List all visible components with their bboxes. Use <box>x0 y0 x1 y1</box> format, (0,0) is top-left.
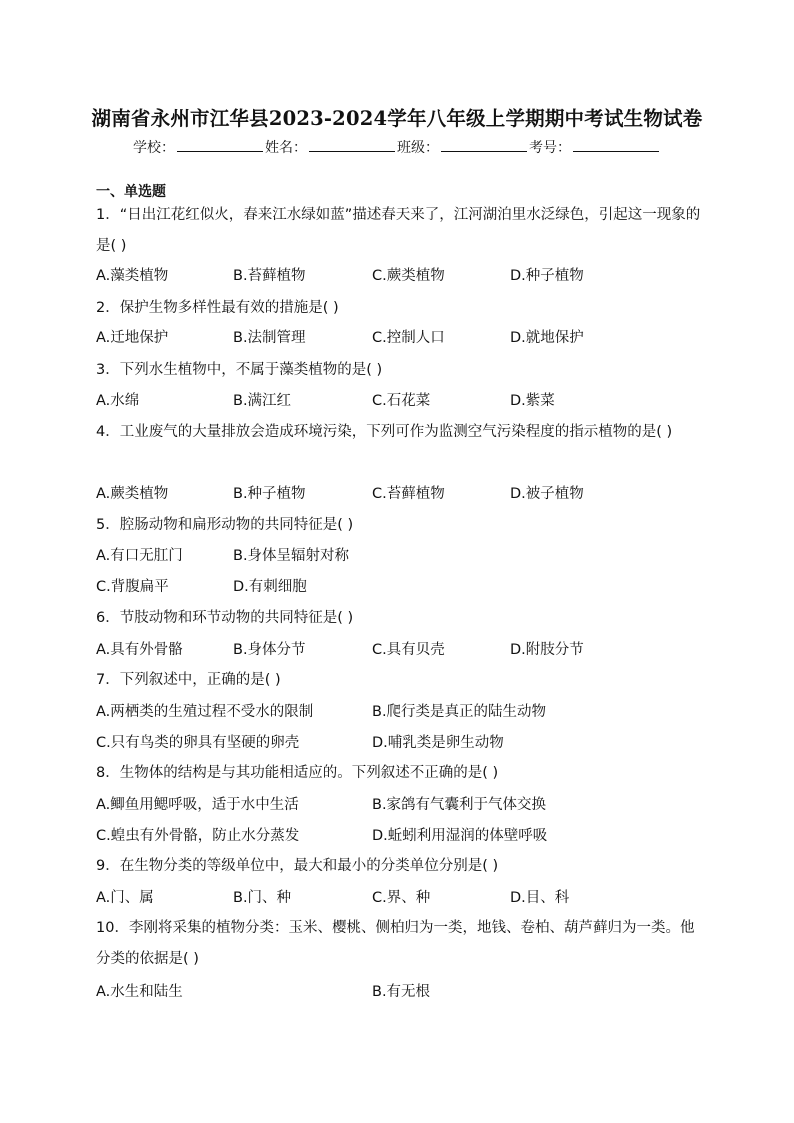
student-info-line <box>0 137 794 157</box>
q1-option-d: D.种子植物 <box>510 268 584 284</box>
q7-option-a: A.两栖类的生殖过程不受水的限制 <box>96 704 314 720</box>
q2-option-c: C.控制人口 <box>372 330 445 346</box>
exam-no-blank <box>573 137 659 152</box>
q9-option-b: B.门、种 <box>233 890 292 906</box>
q4-option-c: C.苔藓植物 <box>372 486 445 502</box>
q8-option-d: D.蚯蚓利用湿润的体壁呼吸 <box>372 828 548 844</box>
q1-option-b: B.苔藓植物 <box>233 268 306 284</box>
q4-option-d: D.被子植物 <box>510 486 584 502</box>
q6-option-b: B.身体分节 <box>233 642 306 658</box>
q7-option-d: D.哺乳类是卵生动物 <box>372 735 504 751</box>
page-title: 湖南省永州市江华县2023-2024学年八年级上学期期中考试生物试卷 <box>91 107 703 130</box>
q5-option-b: B.身体呈辐射对称 <box>233 548 350 564</box>
q3-option-a: A.水绵 <box>96 393 140 409</box>
q3-option-d: D.紫菜 <box>510 393 555 409</box>
q2-option-a: A.迁地保护 <box>96 330 169 346</box>
q5-option-c: C.背腹扁平 <box>96 579 169 595</box>
q3-option-c: C.石花菜 <box>372 393 431 409</box>
q10-option-b: B.有无根 <box>372 984 431 1000</box>
q1-option-c: C.蕨类植物 <box>372 268 445 284</box>
q6-option-a: A.具有外骨骼 <box>96 642 183 658</box>
q9-option-a: A.门、属 <box>96 890 154 906</box>
q6-option-d: D.附肢分节 <box>510 642 584 658</box>
q9-option-d: D.目、科 <box>510 890 570 906</box>
class-label: 班级： <box>397 140 439 156</box>
q5-option-a: A.有口无肛门 <box>96 548 183 564</box>
q7-option-c: C.只有鸟类的卵具有坚硬的卵壳 <box>96 735 300 751</box>
q2-option-b: B.法制管理 <box>233 330 306 346</box>
question-4-text: 4．工业废气的大量排放会造成环境污染，下列可作为监测空气污染程度的指示植物的是( ) <box>96 424 673 440</box>
q8-option-b: B.家鸽有气囊利于气体交换 <box>372 797 547 813</box>
q8-option-a: A.鲫鱼用鳃呼吸，适于水中生活 <box>96 797 299 813</box>
school-blank <box>177 137 263 152</box>
question-3-text: 3．下列水生植物中，不属于藻类植物的是( ) <box>96 362 383 378</box>
q8-option-c: C.蝗虫有外骨骼，防止水分蒸发 <box>96 828 300 844</box>
question-6-text: 6．节肢动物和环节动物的共同特征是( ) <box>96 610 354 626</box>
question-5-text: 5．腔肠动物和扁形动物的共同特征是( ) <box>96 517 354 533</box>
exam-no-label: 考号： <box>529 140 571 156</box>
school-label: 学校： <box>133 140 175 156</box>
name-label: 姓名： <box>265 140 307 156</box>
q1-option-a: A.藻类植物 <box>96 268 169 284</box>
section-heading: 一、单选题 <box>96 184 166 200</box>
q9-option-c: C.界、种 <box>372 890 431 906</box>
question-2-text: 2．保护生物多样性最有效的措施是( ) <box>96 300 339 316</box>
question-9-text: 9．在生物分类的等级单位中，最大和最小的分类单位分别是( ) <box>96 858 499 874</box>
question-10-text: 10．李刚将采集的植物分类：玉米、樱桃、侧柏归为一类，地钱、卷柏、葫芦藓归为一类。他分类的依据是( ) <box>96 920 695 967</box>
q4-option-a: A.蕨类植物 <box>96 486 169 502</box>
q5-option-d: D.有刺细胞 <box>233 579 307 595</box>
question-1-text: 1．“日出江花红似火，春来江水绿如蓝”描述春天来了，江河湖泊里水泛绿色，引起这一现象的是( ) <box>96 207 701 254</box>
q4-option-b: B.种子植物 <box>233 486 306 502</box>
q7-option-b: B.爬行类是真正的陆生动物 <box>372 704 547 720</box>
q2-option-d: D.就地保护 <box>510 330 584 346</box>
question-8-text: 8．生物体的结构是与其功能相适应的。下列叙述不正确的是( ) <box>96 765 499 781</box>
class-blank <box>441 137 527 152</box>
name-blank <box>309 137 395 152</box>
q3-option-b: B.满江红 <box>233 393 292 409</box>
q10-option-a: A.水生和陆生 <box>96 984 183 1000</box>
q6-option-c: C.具有贝壳 <box>372 642 445 658</box>
question-7-text: 7．下列叙述中，正确的是( ) <box>96 672 281 688</box>
